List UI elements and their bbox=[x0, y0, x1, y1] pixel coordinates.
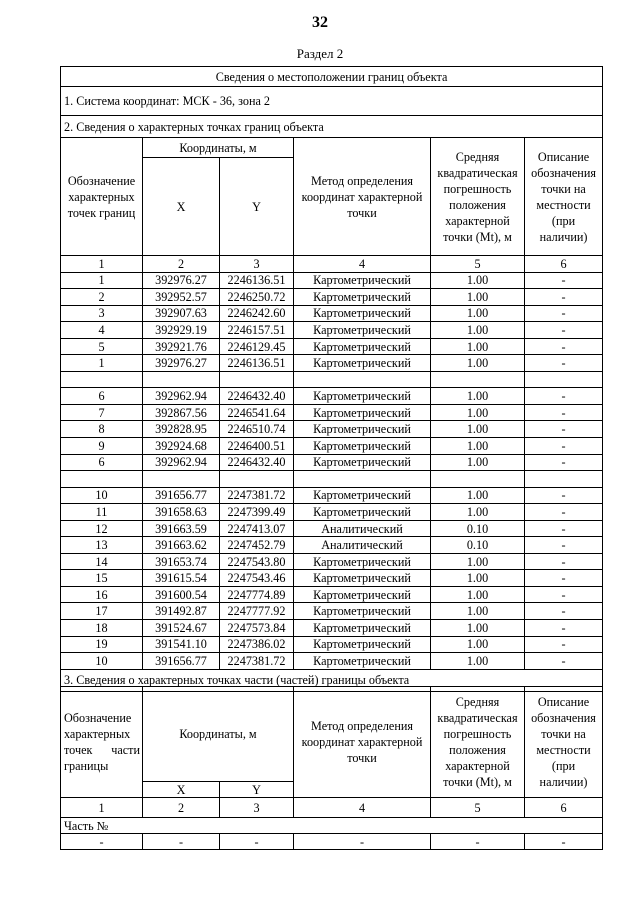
error-value: 0.10 bbox=[431, 520, 525, 537]
point-number: 4 bbox=[61, 322, 143, 339]
description: - bbox=[525, 454, 603, 471]
x-coordinate: 392929.19 bbox=[143, 322, 220, 339]
error-value: 1.00 bbox=[431, 454, 525, 471]
x-coordinate: 391663.59 bbox=[143, 520, 220, 537]
header-method: Метод определения координат характерной точки bbox=[294, 138, 431, 256]
column-number: 3 bbox=[220, 256, 294, 273]
empty-cell bbox=[143, 471, 220, 488]
point-number: 10 bbox=[61, 487, 143, 504]
point-number: 2 bbox=[61, 289, 143, 306]
description: - bbox=[525, 636, 603, 653]
table-row bbox=[61, 553, 603, 570]
error-value: 1.00 bbox=[431, 653, 525, 670]
x-coordinate: 392924.68 bbox=[143, 438, 220, 455]
method: Картометрический bbox=[294, 620, 431, 637]
point-number: 14 bbox=[61, 553, 143, 570]
x-coordinate: 392976.27 bbox=[143, 355, 220, 372]
group-separator-row bbox=[61, 471, 603, 488]
table-row bbox=[61, 603, 603, 620]
x-coordinate: 392921.76 bbox=[143, 338, 220, 355]
description: - bbox=[525, 504, 603, 521]
method: Картометрический bbox=[294, 388, 431, 405]
method: Картометрический bbox=[294, 570, 431, 587]
method: Картометрический bbox=[294, 272, 431, 289]
header-description: Описание обозначения точки на местности (при наличии) bbox=[525, 138, 603, 256]
table-row bbox=[61, 653, 603, 670]
column-number: 4 bbox=[294, 256, 431, 273]
x-coordinate: 392907.63 bbox=[143, 305, 220, 322]
parts-column-number: 6 bbox=[525, 798, 603, 818]
parts-header-y: Y bbox=[220, 782, 294, 798]
point-number: 7 bbox=[61, 404, 143, 421]
table-title: Сведения о местоположении границ объекта bbox=[61, 67, 603, 87]
method: Картометрический bbox=[294, 653, 431, 670]
table-row bbox=[61, 520, 603, 537]
point-number: 5 bbox=[61, 338, 143, 355]
error-value: 1.00 bbox=[431, 421, 525, 438]
empty-cell bbox=[294, 371, 431, 388]
point-number: 1 bbox=[61, 355, 143, 372]
error-value: 1.00 bbox=[431, 305, 525, 322]
table-row bbox=[61, 636, 603, 653]
point-number: 6 bbox=[61, 454, 143, 471]
method: Картометрический bbox=[294, 355, 431, 372]
y-coordinate: 2247386.02 bbox=[220, 636, 294, 653]
x-coordinate: 392962.94 bbox=[143, 454, 220, 471]
part-cell: - bbox=[220, 834, 294, 850]
y-coordinate: 2247777.92 bbox=[220, 603, 294, 620]
parts-header-x: X bbox=[143, 782, 220, 798]
method: Картометрический bbox=[294, 553, 431, 570]
y-coordinate: 2247543.46 bbox=[220, 570, 294, 587]
header-x: X bbox=[143, 158, 220, 256]
column-number: 6 bbox=[525, 256, 603, 273]
parts-heading: 3. Сведения о характерных точках части (частей) границы объекта bbox=[61, 669, 603, 691]
x-coordinate: 392976.27 bbox=[143, 272, 220, 289]
y-coordinate: 2246136.51 bbox=[220, 355, 294, 372]
x-coordinate: 391663.62 bbox=[143, 537, 220, 554]
error-value: 0.10 bbox=[431, 537, 525, 554]
y-coordinate: 2247381.72 bbox=[220, 487, 294, 504]
point-number: 3 bbox=[61, 305, 143, 322]
error-value: 1.00 bbox=[431, 404, 525, 421]
table-row bbox=[61, 537, 603, 554]
method: Картометрический bbox=[294, 338, 431, 355]
y-coordinate: 2246541.64 bbox=[220, 404, 294, 421]
description: - bbox=[525, 388, 603, 405]
method: Картометрический bbox=[294, 603, 431, 620]
y-coordinate: 2246432.40 bbox=[220, 454, 294, 471]
x-coordinate: 391524.67 bbox=[143, 620, 220, 637]
table-row bbox=[61, 388, 603, 405]
x-coordinate: 391615.54 bbox=[143, 570, 220, 587]
point-number: 18 bbox=[61, 620, 143, 637]
description: - bbox=[525, 322, 603, 339]
method: Картометрический bbox=[294, 421, 431, 438]
header-coords: Координаты, м bbox=[143, 138, 294, 158]
parts-column-number: 2 bbox=[143, 798, 220, 818]
table-row bbox=[61, 504, 603, 521]
error-value: 1.00 bbox=[431, 338, 525, 355]
x-coordinate: 392952.57 bbox=[143, 289, 220, 306]
point-number: 1 bbox=[61, 272, 143, 289]
parts-header-error: Средняя квадратическая погрешность положения характерной точки (Mt), м bbox=[431, 687, 525, 798]
error-value: 1.00 bbox=[431, 289, 525, 306]
y-coordinate: 2246400.51 bbox=[220, 438, 294, 455]
description: - bbox=[525, 272, 603, 289]
method: Аналитический bbox=[294, 520, 431, 537]
error-value: 1.00 bbox=[431, 553, 525, 570]
parts-column-number: 1 bbox=[61, 798, 143, 818]
description: - bbox=[525, 653, 603, 670]
point-number: 9 bbox=[61, 438, 143, 455]
method: Картометрический bbox=[294, 289, 431, 306]
parts-column-number: 5 bbox=[431, 798, 525, 818]
empty-cell bbox=[525, 371, 603, 388]
parts-column-number: 3 bbox=[220, 798, 294, 818]
x-coordinate: 391600.54 bbox=[143, 586, 220, 603]
y-coordinate: 2247573.84 bbox=[220, 620, 294, 637]
method: Картометрический bbox=[294, 586, 431, 603]
description: - bbox=[525, 570, 603, 587]
header-error: Средняя квадратическая погрешность положения характерной точки (Mt), м bbox=[431, 138, 525, 256]
point-number: 11 bbox=[61, 504, 143, 521]
error-value: 1.00 bbox=[431, 487, 525, 504]
parts-header-point: Обозначение характерных точек части границы bbox=[61, 687, 143, 798]
description: - bbox=[525, 421, 603, 438]
table-row bbox=[61, 338, 603, 355]
y-coordinate: 2247413.07 bbox=[220, 520, 294, 537]
parts-table bbox=[60, 686, 603, 850]
point-number: 6 bbox=[61, 388, 143, 405]
x-coordinate: 391541.10 bbox=[143, 636, 220, 653]
points-heading: 2. Сведения о характерных точках границ объекта bbox=[61, 116, 603, 138]
table-row bbox=[61, 570, 603, 587]
table-row bbox=[61, 355, 603, 372]
section-label: Раздел 2 bbox=[296, 46, 344, 61]
y-coordinate: 2246129.45 bbox=[220, 338, 294, 355]
column-number: 2 bbox=[143, 256, 220, 273]
table-row bbox=[61, 322, 603, 339]
empty-cell bbox=[525, 471, 603, 488]
empty-cell bbox=[220, 371, 294, 388]
table-row bbox=[61, 272, 603, 289]
part-cell: - bbox=[525, 834, 603, 850]
method: Картометрический bbox=[294, 504, 431, 521]
empty-cell bbox=[294, 471, 431, 488]
method: Картометрический bbox=[294, 438, 431, 455]
description: - bbox=[525, 520, 603, 537]
y-coordinate: 2246157.51 bbox=[220, 322, 294, 339]
parts-header-description: Описание обозначения точки на местности (при наличии) bbox=[525, 687, 603, 798]
x-coordinate: 392962.94 bbox=[143, 388, 220, 405]
point-number: 17 bbox=[61, 603, 143, 620]
header-point: Обозначение характерных точек границ bbox=[61, 138, 143, 256]
point-number: 12 bbox=[61, 520, 143, 537]
error-value: 1.00 bbox=[431, 272, 525, 289]
x-coordinate: 392867.56 bbox=[143, 404, 220, 421]
x-coordinate: 391656.77 bbox=[143, 487, 220, 504]
point-number: 19 bbox=[61, 636, 143, 653]
point-number: 15 bbox=[61, 570, 143, 587]
table-row bbox=[61, 305, 603, 322]
method: Картометрический bbox=[294, 404, 431, 421]
error-value: 1.00 bbox=[431, 570, 525, 587]
error-value: 1.00 bbox=[431, 388, 525, 405]
parts-header-coords: Координаты, м bbox=[143, 687, 294, 782]
description: - bbox=[525, 338, 603, 355]
y-coordinate: 2247381.72 bbox=[220, 653, 294, 670]
parts-column-number: 4 bbox=[294, 798, 431, 818]
empty-cell bbox=[220, 471, 294, 488]
error-value: 1.00 bbox=[431, 438, 525, 455]
y-coordinate: 2247543.80 bbox=[220, 553, 294, 570]
error-value: 1.00 bbox=[431, 586, 525, 603]
table-row bbox=[61, 586, 603, 603]
description: - bbox=[525, 537, 603, 554]
empty-cell bbox=[143, 371, 220, 388]
part-cell: - bbox=[294, 834, 431, 850]
part-label: Часть № bbox=[61, 818, 603, 834]
point-number: 16 bbox=[61, 586, 143, 603]
y-coordinate: 2247774.89 bbox=[220, 586, 294, 603]
error-value: 1.00 bbox=[431, 322, 525, 339]
table-row bbox=[61, 454, 603, 471]
y-coordinate: 2246136.51 bbox=[220, 272, 294, 289]
x-coordinate: 391492.87 bbox=[143, 603, 220, 620]
table-row bbox=[61, 438, 603, 455]
description: - bbox=[525, 404, 603, 421]
description: - bbox=[525, 586, 603, 603]
column-number: 1 bbox=[61, 256, 143, 273]
error-value: 1.00 bbox=[431, 504, 525, 521]
empty-cell bbox=[431, 371, 525, 388]
y-coordinate: 2246242.60 bbox=[220, 305, 294, 322]
y-coordinate: 2246510.74 bbox=[220, 421, 294, 438]
empty-cell bbox=[61, 471, 143, 488]
method: Картометрический bbox=[294, 487, 431, 504]
description: - bbox=[525, 438, 603, 455]
empty-cell bbox=[61, 371, 143, 388]
table-row bbox=[61, 487, 603, 504]
column-number: 5 bbox=[431, 256, 525, 273]
error-value: 1.00 bbox=[431, 636, 525, 653]
empty-cell bbox=[431, 471, 525, 488]
coordinate-system: 1. Система координат: МСК - 36, зона 2 bbox=[61, 87, 603, 116]
group-separator-row bbox=[61, 371, 603, 388]
point-number: 10 bbox=[61, 653, 143, 670]
error-value: 1.00 bbox=[431, 603, 525, 620]
parts-header-method: Метод определения координат характерной точки bbox=[294, 687, 431, 798]
part-cell: - bbox=[431, 834, 525, 850]
description: - bbox=[525, 305, 603, 322]
description: - bbox=[525, 487, 603, 504]
y-coordinate: 2247399.49 bbox=[220, 504, 294, 521]
description: - bbox=[525, 553, 603, 570]
description: - bbox=[525, 355, 603, 372]
description: - bbox=[525, 620, 603, 637]
x-coordinate: 392828.95 bbox=[143, 421, 220, 438]
table-row bbox=[61, 404, 603, 421]
y-coordinate: 2246432.40 bbox=[220, 388, 294, 405]
table-row bbox=[61, 421, 603, 438]
point-number: 13 bbox=[61, 537, 143, 554]
boundary-table bbox=[60, 66, 603, 692]
method: Картометрический bbox=[294, 454, 431, 471]
method: Картометрический bbox=[294, 322, 431, 339]
table-row bbox=[61, 289, 603, 306]
header-y: Y bbox=[220, 158, 294, 256]
error-value: 1.00 bbox=[431, 620, 525, 637]
description: - bbox=[525, 603, 603, 620]
x-coordinate: 391656.77 bbox=[143, 653, 220, 670]
description: - bbox=[525, 289, 603, 306]
part-cell: - bbox=[143, 834, 220, 850]
y-coordinate: 2247452.79 bbox=[220, 537, 294, 554]
table-row bbox=[61, 620, 603, 637]
x-coordinate: 391658.63 bbox=[143, 504, 220, 521]
x-coordinate: 391653.74 bbox=[143, 553, 220, 570]
point-number: 8 bbox=[61, 421, 143, 438]
error-value: 1.00 bbox=[431, 355, 525, 372]
method: Аналитический bbox=[294, 537, 431, 554]
page-number: 32 bbox=[312, 14, 328, 31]
part-cell: - bbox=[61, 834, 143, 850]
y-coordinate: 2246250.72 bbox=[220, 289, 294, 306]
method: Картометрический bbox=[294, 305, 431, 322]
method: Картометрический bbox=[294, 636, 431, 653]
